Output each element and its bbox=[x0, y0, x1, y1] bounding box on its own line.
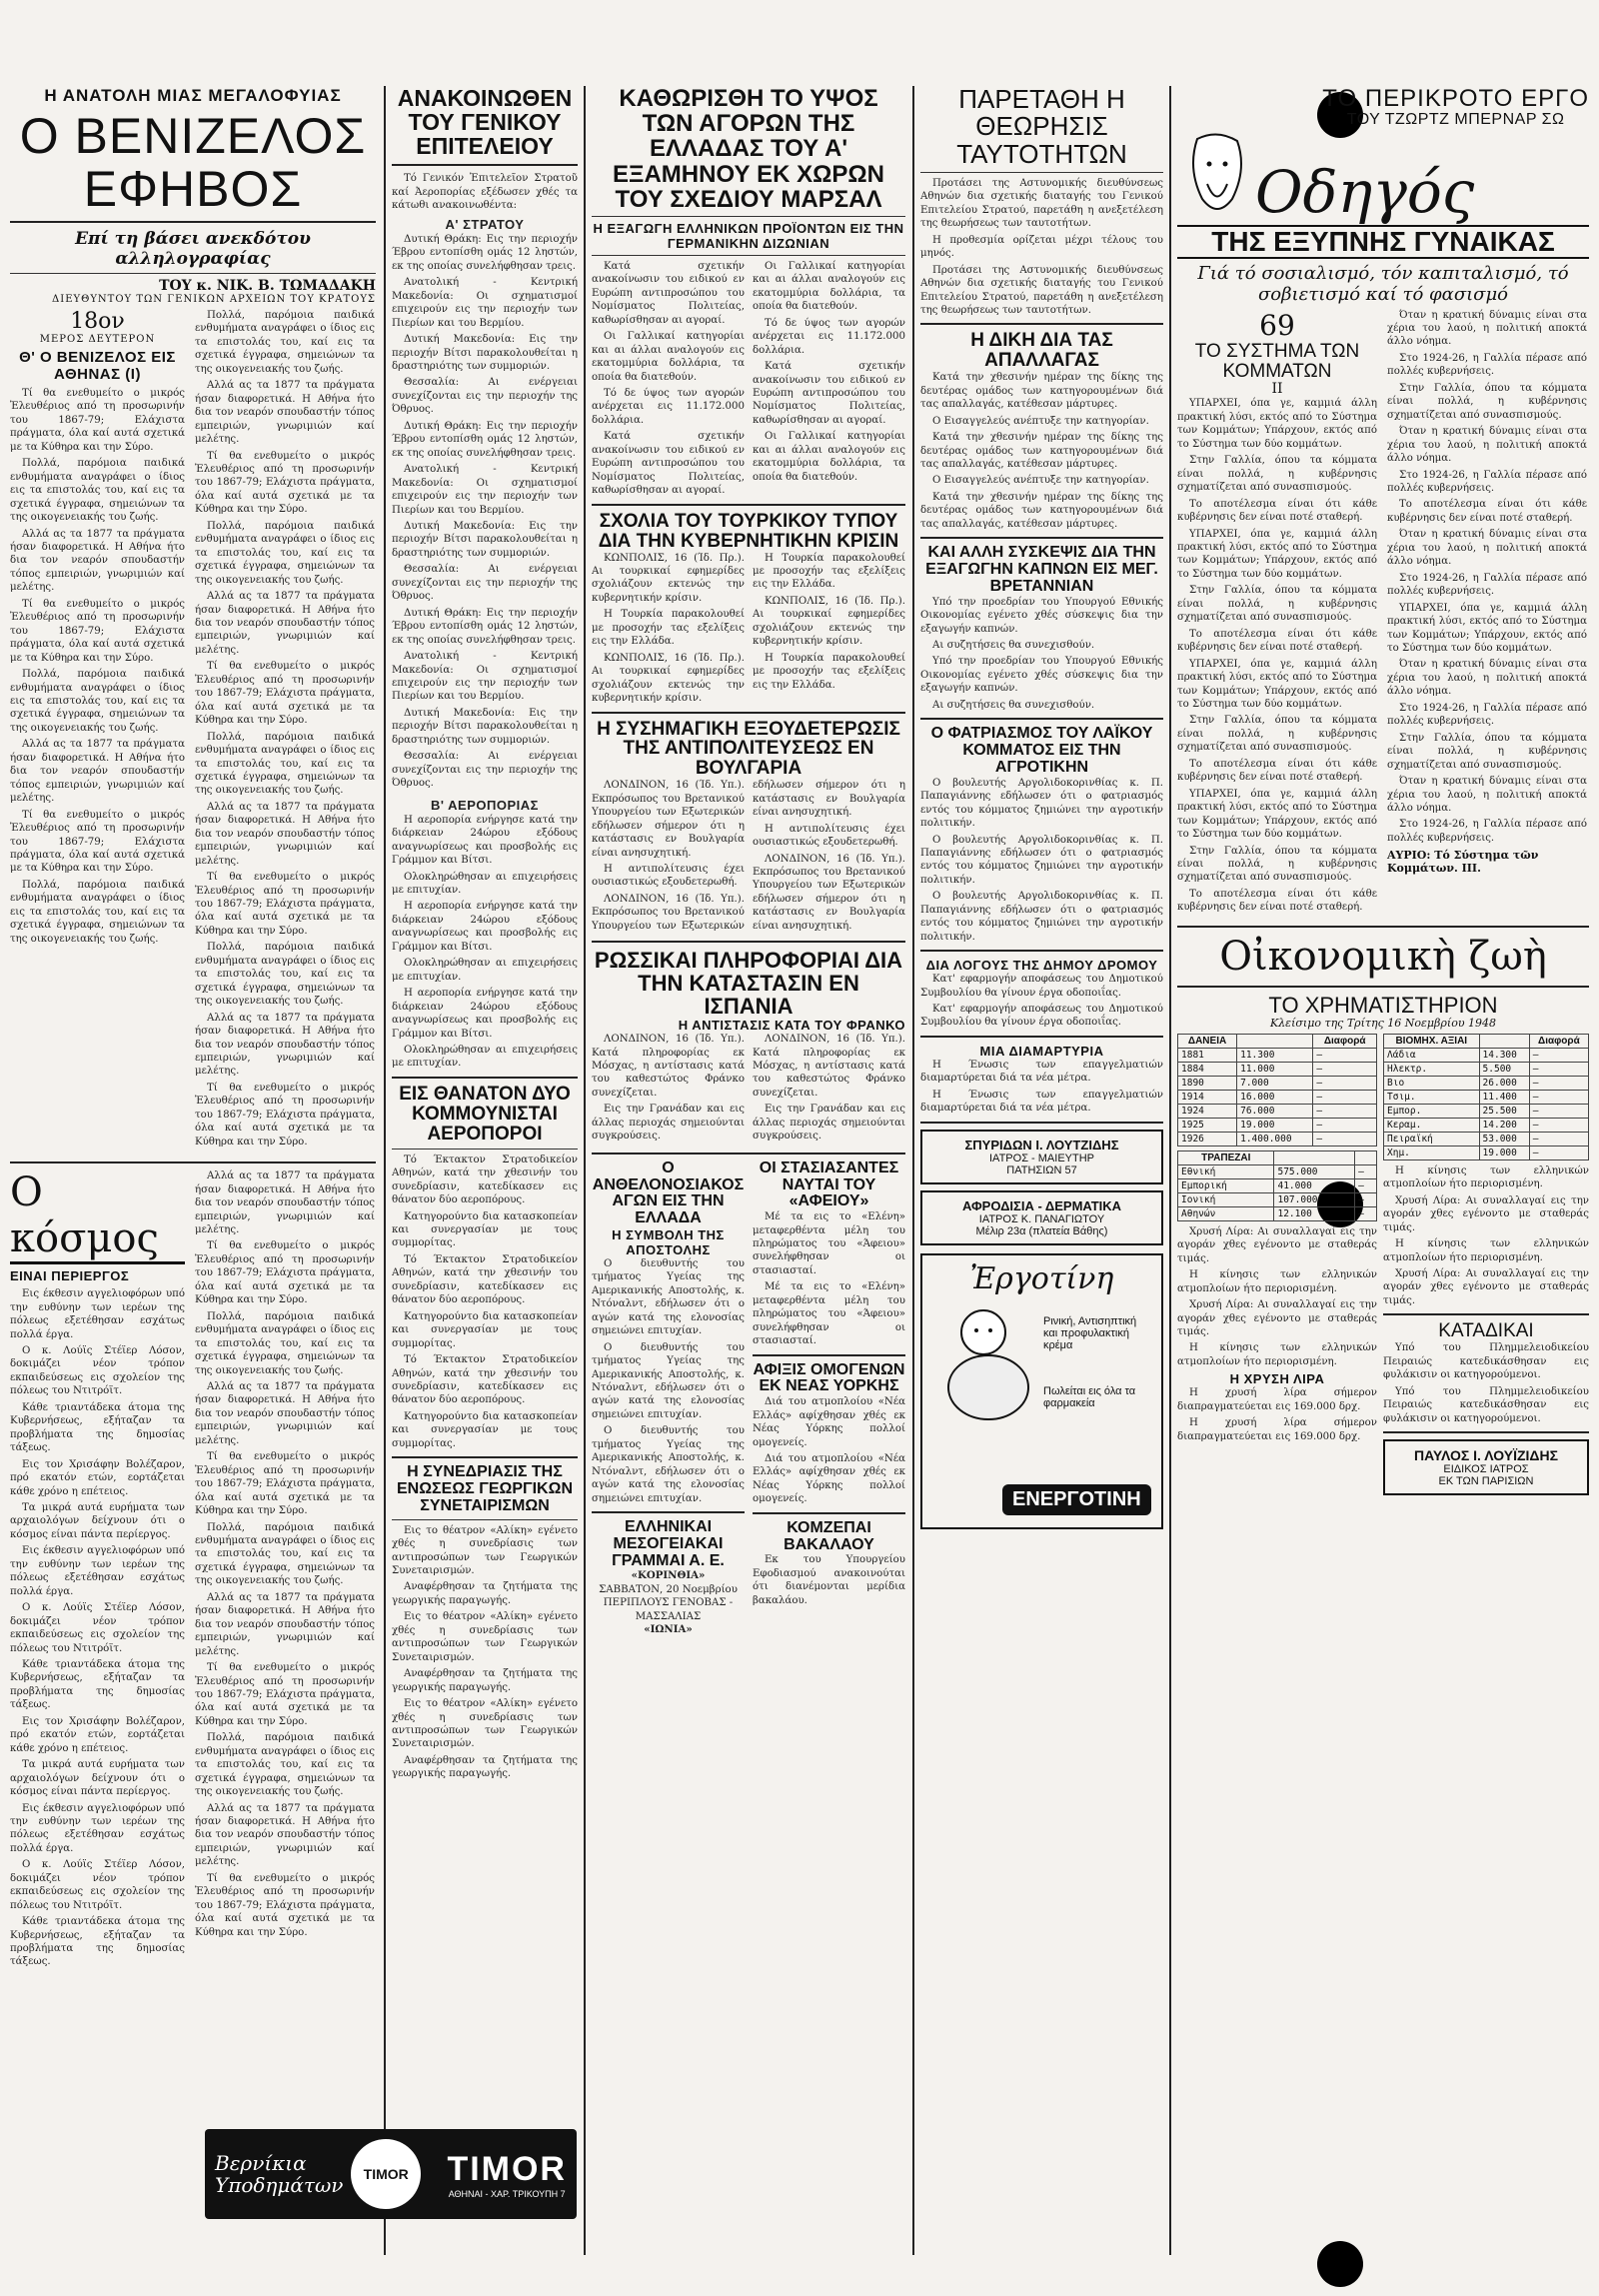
article-body: ΛΟΝΔΙΝΟΝ, 16 (Ίδ. Υπ.). Εκπρόσωπος του Βρετανικού Υπουργείου των Εξωτερικών εδήλωσεν σήμερον ότι η κατάστασις εν Βουλγαρία είναι ανησυχητική. Η αντιπολίτευσις έχει ουσιαστικώς εξουδετερωθή. ΛΟΝΔΙΝΟΝ, 16 (Ίδ. Υπ.). Εκπρόσωπος του Βρετανικού Υπουργείου των Εξωτερικών εδήλωσεν σήμερον ότι η κατάστασις εν Βουλγαρία είναι ανησυχητική. Η αντιπολίτευσις έχει ουσιαστικώς εξουδετερωθή. ΛΟΝΔΙΝΟΝ, 16 (Ίδ. Υπ.). Εκπρόσωπος του Βρετανικού Υπουργείου των Εξωτερικών εδήλωσεν σήμερον ότι η κατάστασις εν Βουλγαρία είναι ανησυχητική. bbox=[592, 780, 905, 932]
headline: Η ΣΥΣΗΜΑΓΙΚΗ ΕΞΟΥΔΕΤΕΡΩΣΙΣ ΤΗΣ ΑΝΤΙΠΟΛΙΤΕΥΣΕΩΣ ΕΝ ΒΟΥΛΓΑΡΙΑ bbox=[597, 718, 900, 780]
headline: ΚΑΘΩΡΙΣΘΗ ΤΟ ΥΨΟΣ ΤΩΝ ΑΓΟΡΩΝ ΤΗΣ ΕΛΛΑΔΑΣ ΤΟΥ Α' ΕΞΑΜΗΝΟΥ ΕΚ ΧΩΡΩΝ ΤΟΥ ΣΧΕΔΙΟΥ ΜΑΡΣΑΛ bbox=[613, 86, 884, 213]
kicker: Η ΑΝΑΤΟΛΗ ΜΙΑΣ ΜΕΓΑΛΟΦΥΙΑΣ bbox=[44, 86, 342, 105]
column-2 bbox=[392, 86, 578, 2145]
article-body: Εκ του Υπουργείου Εφοδιασμού ανακοινούται ότι διανέμονται μερίδια βακαλάου. bbox=[753, 1554, 905, 1606]
article-body: Τό Έκτακτον Στρατοδικείον Αθηνών, κατά την χθεσινήν του συνεδρίασιν, κατεδίκασεν εις θάνατον δύο αεροπόρους. Κατηγορούντο δια κατασκοπείαν και συνεργασίαν με τους συμμορίτας. Τό Έκτακτον Στρατοδικείον Αθηνών, κατά την χθεσινήν του συνεδρίασιν, κατεδίκασεν εις θάνατον δύο αεροπόρους. Κατηγορούντο δια κατασκοπείαν και συνεργασίαν με τους συμμορίτας. Τό Έκτακτον Στρατοδικείον Αθηνών, κατά την χθεσινήν του συνεδρίασιν, κατεδίκασεν εις θάνατον δύο αεροπόρους. Κατηγορούντο δια κατασκοπείαν και συνεργασίαν με τους συμμορίτας. bbox=[392, 1153, 578, 1449]
section-title: ΤΟ ΣΥΣΤΗΜΑ ΤΩΝ ΚΟΜΜΑΤΩΝ bbox=[1194, 340, 1360, 382]
article-body: Ο βουλευτής Αργολιδοκορινθίας κ. Π. Παπαγιάννης εδήλωσεν ότι ο φατριασμός εντός του κόμματος ζημιώνει την αγροτικήν πολιτικήν. Ο βουλευτής Αργολιδοκορινθίας κ. Π. Παπαγιάννης εδήλωσεν ότι ο φατριασμός εντός του κόμματος ζημιώνει την αγροτικήν πολιτικήν. Ο βουλευτής Αργολιδοκορινθίας κ. Π. Παπαγιάννης εδήλωσεν ότι ο φατριασμός εντός του κόμματος ζημιώνει την αγροτικήν πολιτικήν. bbox=[920, 777, 1163, 943]
article-body: Ο διευθυντής του τμήματος Υγείας της Αμερικανικής Αποστολής, κ. Ντόναλντ, εδήλωσεν ότι ο αγών κατά της ελονοσίας σημειώνει επιτυχίαν. Ο διευθυντής του τμήματος Υγείας της Αμερικανικής Αποστολής, κ. Ντόναλντ, εδήλωσεν ότι ο αγών κατά της ελονοσίας σημειώνει επιτυχίαν. Ο διευθυντής του τμήματος Υγείας της Αμερικανικής Αποστολής, κ. Ντόναλντ, εδήλωσεν ότι ο αγών κατά της ελονοσίας σημειώνει επιτυχίαν. bbox=[592, 1257, 745, 1504]
shipping-schedule: «ΚΟΡΙΝΘΙΑ» ΣΑΒΒΑΤΟΝ, 20 Νοεμβρίου ΠΕΡΙΠΛΟΥΣ ΓΕΝΟΒΑΣ - ΜΑΣΣΑΛΙΑΣ «ΙΩΝΙΑ» bbox=[599, 1569, 738, 1636]
doctor-ad: ΠΑΥΛΟΣ Ι. ΛΟΥΪΖΙΔΗΣ ΕΙΔΙΚΟΣ ΙΑΤΡΟΣ ΕΚ ΤΩΝ ΠΑΡΙΣΙΩΝ bbox=[1383, 1439, 1589, 1495]
katadikai-title: ΚΑΤΑΔΙΚΑΙ bbox=[1438, 1320, 1534, 1342]
headline: ΣΧΟΛΙΑ ΤΟΥ ΤΟΥΡΚΙΚΟΥ ΤΥΠΟΥ ΔΙΑ ΤΗΝ ΚΥΒΕΡΝΗΤΙΚΗΝ ΚΡΙΣΙΝ bbox=[598, 510, 899, 552]
headline: Ο ΑΝΘΕΛΟΝΟΣΙΑΚΟΣ ΑΓΩΝ ΕΙΣ ΤΗΝ ΕΛΛΑΔΑ bbox=[592, 1158, 745, 1227]
article-body: Εις το θέατρον «Αλίκη» εγένετο χθές η συνεδρίασις των αντιπροσώπων των Γεωργικών Συνεταιρισμών. Αναφέρθησαν τα ζητήματα της γεωργικής παραγωγής. Εις το θέατρον «Αλίκη» εγένετο χθές η συνεδρίασις των αντιπροσώπων των Γεωργικών Συνεταιρισμών. Αναφέρθησαν τα ζητήματα της γεωργικής παραγωγής. Εις το θέατρον «Αλίκη» εγένετο χθές η συνεδρίασις των αντιπροσώπων των Γεωργικών Συνεταιρισμών. Αναφέρθησαν τα ζητήματα της γεωργικής παραγωγής. bbox=[392, 1524, 578, 1780]
article-body: Προτάσει της Αστυνομικής διευθύνσεως Αθηνών δια σχετικής διαταγής του Γενικού Επιτελείου Στρατού, παρετάθη η ανεξετέλεση της θεωρήσεως των ταυτοτήτων. Η προθεσμία ορίζεται μέχρι τέλους του μηνός. Προτάσει της Αστυνομικής διευθύνσεως Αθηνών δια σχετικής διαταγής του Γενικού Επιτελείου Στρατού, παρετάθη η ανεξετέλεση της θεωρήσεως των ταυτοτήτων. bbox=[920, 177, 1163, 316]
headline: Ο ΦΑΤΡΙΑΣΜΟΣ ΤΟΥ ΛΑΪΚΟΥ ΚΟΜΜΑΤΟΣ ΕΙΣ ΤΗΝ ΑΓΡΟΤΙΚΗΝ bbox=[930, 725, 1153, 776]
column-rule bbox=[1169, 86, 1171, 2255]
article-body: ΛΟΝΔΙΝΟΝ, 16 (Ίδ. Υπ.). Κατά πληροφορίας εκ Μόσχας, η αντίστασις κατά του καθεστώτος Φράνκο συνεχίζεται. Εις την Γρανάδαν και εις άλλας περιοχάς σημειούνται συγκρούσεις. ΛΟΝΔΙΝΟΝ, 16 (Ίδ. Υπ.). Κατά πληροφορίας εκ Μόσχας, η αντίστασις κατά του καθεστώτος Φράνκο συνεχίζεται. Εις την Γρανάδαν και εις άλλας περιοχάς σημειούνται συγκρούσεις. bbox=[592, 1034, 905, 1143]
headline: Η ΣΥΝΕΔΡΙΑΣΙΣ ΤΗΣ ΕΝΩΣΕΩΣ ΓΕΩΡΓΙΚΩΝ ΣΥΝΕΤΑΙΡΙΣΜΩΝ bbox=[397, 1463, 573, 1514]
timor-ad: Βερνίκια Υποδημάτων TIMOR TIMOR ΑΘΗΝΑΙ - ΧΑΡ. ΤΡΙΚΟΥΠΗ 7 bbox=[205, 2129, 577, 2219]
article-body: Τί θα ενεθυμείτο ο μικρός Ἐλευθέριος από τη προσωρινήν του 1867-79; Ελάχιστα πράγματα, όλα καί αυτά σχετικά με τα Κύθηρα και την Σύρο. Πολλά, παρόμοια παιδικά ενθυμήματα αναγράφει ο ίδιος εις τα επιστολάς του, καί εις τα σχετικά έγγραφα, σημειώνων τα της οικογενειακής του ζωής. Αλλά ας τα 1877 τα πράγματα ήσαν διαφορετικά. Η Αθήνα ήτο δια τον νεαρόν σπουδαστήν τόπος εμπειριών, γνωριμιών καί μελέτης. Τί θα ενεθυμείτο ο μικρός Ἐλευθέριος από τη προσωρινήν του 1867-79; Ελάχιστα πράγματα, όλα καί αυτά σχετικά με τα Κύθηρα και την Σύρο. Πολλά, παρόμοια παιδικά ενθυμήματα αναγράφει ο ίδιος εις τα επιστολάς του, καί εις τα σχετικά έγγραφα, σημειώνων τα της οικογενειακής του ζωής. Αλλά ας τα 1877 τα πράγματα ήσαν διαφορετικά. Η Αθήνα ήτο δια τον νεαρόν σπουδαστήν τόπος εμπειριών, γνωριμιών καί μελέτης. Τί θα ενεθυμείτο ο μικρός Ἐλευθέριος από τη προσωρινήν του 1867-79; Ελάχιστα πράγματα, όλα καί αυτά σχετικά με τα Κύθηρα και την Σύρο. Πολλά, παρόμοια παιδικά ενθυμήματα αναγράφει ο ίδιος εις τα επιστολάς του, καί εις τα σχετικά έγγραφα, σημειώνων τα της οικογενειακής του ζωής. bbox=[10, 388, 185, 945]
child-figure-icon bbox=[938, 1302, 1048, 1422]
headline: ΔΙΑ ΛΟΓΟΥΣ ΤΗΣ ΔΗΜΟΥ ΔΡΟΜΟΥ bbox=[925, 958, 1158, 974]
article-body: Κατά την χθεσινήν ημέραν της δίκης της δευτέρας ομάδος των κατηγορουμένων διά τας απαλλαγάς, κατέθεσαν μάρτυρες. Ο Εισαγγελεύς ανέπτυξε την κατηγορίαν. Κατά την χθεσινήν ημέραν της δίκης της δευτέρας ομάδος των κατηγορουμένων διά τας απαλλαγάς, κατέθεσαν μάρτυρες. Ο Εισαγγελεύς ανέπτυξε την κατηγορίαν. Κατά την χθεσινήν ημέραν της δίκης της δευτέρας ομάδος των κατηγορουμένων διά τας απαλλαγάς, κατέθεσαν μάρτυρες. bbox=[920, 372, 1163, 530]
byline: ΤΟΥ κ. ΝΙΚ. Β. ΤΩΜΑΔΑΚΗ bbox=[159, 278, 376, 294]
economy-section-title: Οἰκονομικὴ ζωὴ bbox=[1219, 933, 1547, 980]
article-title: Ο ΒΕΝΙΖΕΛΟΣ ΕΦΗΒΟΣ bbox=[19, 108, 367, 217]
headline: Η ΔΙΚΗ ΔΙΑ ΤΑΣ ΑΠΑΛΛΑΓΑΣ bbox=[970, 330, 1113, 372]
headline: ΚΟΜΖΕΠΑΙ ΒΑΚΑΛΑΟΥ bbox=[784, 1518, 874, 1553]
article-body-continued: Όταν η κρατική δύναμις είναι στα χέρια του λαού, η πολιτική αποκτά άλλο νόημα. Στο 1924-26, η Γαλλία πέρασε από πολλές κυβερνήσεις. Στην Γαλλία, όπου τα κόμματα είναι πολλά, η κυβέρνησις σχηματίζεται από συνασπισμούς. Όταν η κρατική δύναμις είναι στα χέρια του λαού, η πολιτική αποκτά άλλο νόημα. Στο 1924-26, η Γαλλία πέρασε από πολλές κυβερνήσεις. Το αποτέλεσμα είναι ότι κάθε κυβέρνησις δεν είναι ποτέ σταθερή. Όταν η κρατική δύναμις είναι στα χέρια του λαού, η πολιτική αποκτά άλλο νόημα. Στο 1924-26, η Γαλλία πέρασε από πολλές κυβερνήσεις. ΥΠΑΡΧΕΙ, όπα γε, καμμιά άλλη πρακτική λύσι, εκτός από το Σύστημα των Κομμάτων; Υπάρχουν, εκτός από το Σύστημα των δύο κομμάτων. Όταν η κρατική δύναμις είναι στα χέρια του λαού, η πολιτική αποκτά άλλο νόημα. Στο 1924-26, η Γαλλία πέρασε από πολλές κυβερνήσεις. Στην Γαλλία, όπου τα κόμματα είναι πολλά, η κυβέρνησις σχηματίζεται από συνασπισμούς. Όταν η κρατική δύναμις είναι στα χέρια του λαού, η πολιτική αποκτά άλλο νόημα. Στο 1924-26, η Γαλλία πέρασε από πολλές κυβερνήσεις. bbox=[1387, 309, 1587, 844]
exchange-notes: Η κίνησις των ελληνικών ατμοπλοίων ήτο περιορισμένη. Χρυσή Λίρα: Αι συναλλαγαί εις την αγοράν χθες εγένοντο με σταθεράς τιμάς. Η κίνησις των ελληνικών ατμοπλοίων ήτο περιορισμένη. Χρυσή Λίρα: Αι συναλλαγαί εις την αγοράν χθες εγένοντο με σταθεράς τιμάς. bbox=[1383, 1164, 1589, 1306]
column-rule bbox=[384, 86, 386, 2255]
headline: ΡΩΣΣΙΚΑΙ ΠΛΗΡΟΦΟΡΙΑΙ ΔΙΑ ΤΗΝ ΚΑΤΑΣΤΑΣΙΝ ΕΝ ΙΣΠΑΝΙΑ bbox=[594, 947, 903, 1019]
headline: ΕΙΣ ΘΑΝΑΤΟΝ ΔΥΟ ΚΟΜΜΟΥΝΙΣΤΑΙ ΑΕΡΟΠΟΡΟΙ bbox=[399, 1083, 571, 1145]
byline-role: ΔΙΕΥΘΥΝΤΟΥ ΤΩΝ ΓΕΝΙΚΩΝ ΑΡΧΕΙΩΝ ΤΟΥ ΚΡΑΤΟΥΣ bbox=[52, 294, 376, 305]
timor-tin-icon: TIMOR bbox=[351, 2139, 421, 2209]
section-title: Θ' Ο ΒΕΝΙΖΕΛΟΣ ΕΙΣ ΑΘΗΝΑΣ (I) bbox=[19, 349, 176, 383]
katadikai-body: Υπό του Πλημμελειοδικείου Πειραιώς κατεδικάσθησαν εις φυλάκισιν οι κατηγορούμενοι. Υπό του Πλημμελειοδικείου Πειραιώς κατεδικάσθησαν εις φυλάκισιν οι κατηγορούμενοι. bbox=[1383, 1342, 1589, 1424]
column-5 bbox=[1177, 86, 1589, 2275]
headline: ΑΦΙΞΙΣ ΟΜΟΓΕΝΩΝ ΕΚ ΝΕΑΣ ΥΟΡΚΗΣ bbox=[753, 1360, 905, 1395]
exchange-date: Κλείσιμο της Τρίτης 16 Νοεμβρίου 1948 bbox=[1269, 1016, 1496, 1030]
column-1 bbox=[10, 86, 376, 2275]
article-body-continued: Αλλά ας τα 1877 τα πράγματα ήσαν διαφορετικά. Η Αθήνα ήτο δια τον νεαρόν σπουδαστήν τόπος εμπειριών, γνωριμιών καί μελέτης. Τί θα ενεθυμείτο ο μικρός Ἐλευθέριος από τη προσωρινήν του 1867-79; Ελάχιστα πράγματα, όλα καί αυτά σχετικά με τα Κύθηρα και την Σύρο. Πολλά, παρόμοια παιδικά ενθυμήματα αναγράφει ο ίδιος εις τα επιστολάς του, καί εις τα σχετικά έγγραφα, σημειώνων τα της οικογενειακής του ζωής. Αλλά ας τα 1877 τα πράγματα ήσαν διαφορετικά. Η Αθήνα ήτο δια τον νεαρόν σπουδαστήν τόπος εμπειριών, γνωριμιών καί μελέτης. Τί θα ενεθυμείτο ο μικρός Ἐλευθέριος από τη προσωρινήν του 1867-79; Ελάχιστα πράγματα, όλα καί αυτά σχετικά με τα Κύθηρα και την Σύρο. Πολλά, παρόμοια παιδικά ενθυμήματα αναγράφει ο ίδιος εις τα επιστολάς του, καί εις τα σχετικά έγγραφα, σημειώνων τα της οικογενειακής του ζωής. Αλλά ας τα 1877 τα πράγματα ήσαν διαφορετικά. Η Αθήνα ήτο δια τον νεαρόν σπουδαστήν τόπος εμπειριών, γνωριμιών καί μελέτης. Τί θα ενεθυμείτο ο μικρός Ἐλευθέριος από τη προσωρινήν του 1867-79; Ελάχιστα πράγματα, όλα καί αυτά σχετικά με τα Κύθηρα και την Σύρο. Πολλά, παρόμοια παιδικά ενθυμήματα αναγράφει ο ίδιος εις τα επιστολάς του, καί εις τα σχετικά έγγραφα, σημειώνων τα της οικογενειακής του ζωής. Αλλά ας τα 1877 τα πράγματα ήσαν διαφορετικά. Η Αθήνα ήτο δια τον νεαρόν σπουδαστήν τόπος εμπειριών, γνωριμιών καί μελέτης. Τί θα ενεθυμείτο ο μικρός Ἐλευθέριος από τη προσωρινήν του 1867-79; Ελάχιστα πράγματα, όλα καί αυτά σχετικά με τα Κύθηρα και την Σύρο. bbox=[195, 1170, 375, 1938]
headline: ΑΝΑΚΟΙΝΩΘΕΝ ΤΟΥ ΓΕΝΙΚΟΥ ΕΠΙΤΕΛΕΙΟΥ bbox=[397, 86, 573, 160]
article-body: Κατά σχετικήν ανακοίνωσιν του ειδικού εν Ευρώπη αντιπροσώπου του Νομίσματος Πολιτείας, καθωρίσθησαν αι αγοραί. Οι Γαλλικαί κατηγορίαι και αι άλλαι αναλογούν εις εκατομμύρια δολλάρια, τα οποία θα διατεθούν. Τό δε ύψος των αγορών ανέρχεται εις 11.172.000 δολλάρια. Κατά σχετικήν ανακοίνωσιν του ειδικού εν Ευρώπη αντιπροσώπου του Νομίσματος Πολιτείας, καθωρίσθησαν αι αγοραί. Οι Γαλλικαί κατηγορίαι και αι άλλαι αναλογούν εις εκατομμύρια δολλάρια, τα οποία θα διατεθούν. Τό δε ύψος των αγορών ανέρχεται εις 11.172.000 δολλάρια. Κατά σχετικήν ανακοίνωσιν του ειδικού εν Ευρώπη αντιπροσώπου του Νομίσματος Πολιτείας, καθωρίσθησαν αι αγοραί. Οι Γαλλικαί κατηγορίαι και αι άλλαι αναλογούν εις εκατομμύρια δολλάρια, τα οποία θα διατεθούν. bbox=[592, 260, 905, 497]
gold-body: Η χρυσή λίρα σήμερον διαπραγματεύεται εις 169.000 δρχ. Η χρυσή λίρα σήμερον διαπραγματεύεται εις 169.000 δρχ. bbox=[1177, 1387, 1377, 1442]
article-body: Τό Γενικόν Ἐπιτελεῖον Στρατοῦ καί Ἀεροπορίας εξέδωσεν χθές τα κάτωθι ανακοινωθέντα: Α' ΣΤΡΑΤΟΥ Δυτική Θράκη: Εις την περιοχήν Έβρου εντοπίσθη ομάς 12 ληστών, εκ της οποίας συνελήφθησαν τρεις. Ανατολική - Κεντρική Μακεδονία: Οι σχηματισμοί επιχειρούν εις την περιοχήν των Πιερίων και του Βερμίου. Δυτική Μακεδονία: Εις την περιοχήν Βίτσι παρακολουθείται η δραστηριότης των συμμοριών. Θεσσαλία: Αι ενέργειαι συνεχίζονται εις την περιοχήν της Όθρυος. Δυτική Θράκη: Εις την περιοχήν Έβρου εντοπίσθη ομάς 12 ληστών, εκ της οποίας συνελήφθησαν τρεις. Ανατολική - Κεντρική Μακεδονία: Οι σχηματισμοί επιχειρούν εις την περιοχήν των Πιερίων και του Βερμίου. Δυτική Μακεδονία: Εις την περιοχήν Βίτσι παρακολουθείται η δραστηριότης των συμμοριών. Θεσσαλία: Αι ενέργειαι συνεχίζονται εις την περιοχήν της Όθρυος. Δυτική Θράκη: Εις την περιοχήν Έβρου εντοπίσθη ομάς 12 ληστών, εκ της οποίας συνελήφθησαν τρεις. Ανατολική - Κεντρική Μακεδονία: Οι σχηματισμοί επιχειρούν εις την περιοχήν των Πιερίων και του Βερμίου. Δυτική Μακεδονία: Εις την περιοχήν Βίτσι παρακολουθείται η δραστηριότης των συμμοριών. Θεσσαλία: Αι ενέργειαι συνεχίζονται εις την περιοχήν της Όθρυος. Β' ΑΕΡΟΠΟΡΙΑΣ Η αεροπορία ενήργησε κατά την διάρκειαν 24ώρου εξόδους αναγνωρίσεως και προσβολής εις Γράμμον και Βίτσι. Ολοκληρώθησαν αι επιχειρήσεις με επιτυχίαν. Η αεροπορία ενήργησε κατά την διάρκειαν 24ώρου εξόδους αναγνωρίσεως και προσβολής εις Γράμμον και Βίτσι. Ολοκληρώθησαν αι επιχειρήσεις με επιτυχίαν. Η αεροπορία ενήργησε κατά την διάρκειαν 24ώρου εξόδους αναγνωρίσεως και προσβολής εις Γράμμον και Βίτσι. Ολοκληρώθησαν αι επιχειρήσεις με επιτυχίαν. bbox=[392, 173, 578, 1070]
article-body: Διά του ατμοπλοίου «Νέα Ελλάς» αφίχθησαν χθές εκ Νέας Υόρκης πολλοί ομογενείς. Διά του ατμοπλοίου «Νέα Ελλάς» αφίχθησαν χθές εκ Νέας Υόρκης πολλοί ομογενείς. bbox=[753, 1396, 905, 1505]
part-label: ΜΕΡΟΣ ΔΕΥΤΕΡΟΝ bbox=[39, 334, 156, 345]
headline: ΚΑΙ ΑΛΛΗ ΣΥΣΚΕΨΙΣ ΔΙΑ ΤΗΝ ΕΞΑΓΩΓΗΝ ΚΑΠΝΩΝ ΕΙΣ ΜΕΓ. ΒΡΕΤΑΝΝΙΑΝ bbox=[925, 544, 1158, 595]
world-items: Εις έκθεσιν αγγελιοφόρων υπό την ευθύνην των ιερέων της πόλεως εξετέθησαν εσχάτως πολλά έργα. Ο κ. Λούϊς Στέϊερ Λόσον, δοκιμάζει νέον τρόπον εκπαιδεύσεως εις σχολείον της πόλεως του Ντιτρόϊτ. Κάθε τριαντάδεκα άτομα της Κυβερνήσεως, εξήταζαν τα προβλήματα της δημοσίας τάξεως. Εις τον Χρισάφην Βολέζαρον, πρό εκατόν ετών, εορτάζεται κάθε χρόνο η επέτειος. Τα μικρά αυτά ευρήματα των αρχαιολόγων δείχνουν ότι ο κόσμος είναι πάντα περίεργος. Εις έκθεσιν αγγελιοφόρων υπό την ευθύνην των ιερέων της πόλεως εξετέθησαν εσχάτως πολλά έργα. Ο κ. Λούϊς Στέϊερ Λόσον, δοκιμάζει νέον τρόπον εκπαιδεύσεως εις σχολείον της πόλεως του Ντιτρόϊτ. Κάθε τριαντάδεκα άτομα της Κυβερνήσεως, εξήταζαν τα προβλήματα της δημοσίας τάξεως. Εις τον Χρισάφην Βολέζαρον, πρό εκατόν ετών, εορτάζεται κάθε χρόνο η επέτειος. Τα μικρά αυτά ευρήματα των αρχαιολόγων δείχνουν ότι ο κόσμος είναι πάντα περίεργος. Εις έκθεσιν αγγελιοφόρων υπό την ευθύνην των ιερέων της πόλεως εξετέθησαν εσχάτως πολλά έργα. Ο κ. Λούϊς Στέϊερ Λόσον, δοκιμάζει νέον τρόπον εκπαιδεύσεως εις σχολείον της πόλεως του Ντιτρόϊτ. Κάθε τριαντάδεκα άτομα της Κυβερνήσεως, εξήταζαν τα προβλήματα της δημοσίας τάξεως. bbox=[10, 1288, 185, 1968]
series-author: ΤΟΥ ΤΖΩΡΤΖ ΜΠΕΡΝΑΡ ΣΩ bbox=[1346, 111, 1565, 129]
doctor-ad: ΣΠΥΡΙΔΩΝ Ι. ΛΟΥΤΖΙΔΗΣ ΙΑΤΡΟΣ - ΜΑΙΕΥΤΗΡ ΠΑΤΗΣΙΩΝ 57 bbox=[920, 1130, 1163, 1184]
headline: ΕΛΛΗΝΙΚΑΙ ΜΕΣΟΓΕΙΑΚΑΙ ΓΡΑΜΜΑΙ Α. Ε. bbox=[612, 1518, 725, 1569]
section-roman: ΙΙ bbox=[1271, 381, 1283, 398]
article-body: Μέ τα εις το «Ελένη» μεταφερθέντα μέλη του πληρώματος του «Άφειου» συνελήφθησαν οι στασιασταί. Μέ τα εις το «Ελένη» μεταφερθέντα μέλη του πληρώματος του «Άφειου» συνελήφθησαν οι στασιασταί. bbox=[753, 1211, 905, 1347]
article-body: ΚΩΝΠΟΛΙΣ, 16 (Ίδ. Πρ.). Αι τουρκικαί εφημερίδες σχολιάζουν εκτενώς την κυβερνητικήν κρίσιν. Η Τουρκία παρακολουθεί με προσοχήν τας εξελίξεις εις την Ελλάδα. ΚΩΝΠΟΛΙΣ, 16 (Ίδ. Πρ.). Αι τουρκικαί εφημερίδες σχολιάζουν εκτενώς την κυβερνητικήν κρίσιν. Η Τουρκία παρακολουθεί με προσοχήν τας εξελίξεις εις την Ελλάδα. ΚΩΝΠΟΛΙΣ, 16 (Ίδ. Πρ.). Αι τουρκικαί εφημερίδες σχολιάζουν εκτενώς την κυβερνητικήν κρίσιν. Η Τουρκία παρακολουθεί με προσοχήν τας εξελίξεις εις την Ελλάδα. bbox=[592, 552, 905, 705]
exchange-title: ΤΟ ΧΡΗΜΑΤΙΣΤΗΡΙΟΝ bbox=[1268, 992, 1498, 1018]
article-body: Υπό την προεδρίαν του Υπουργού Εθνικής Οικονομίας εγένετο χθές σύσκεψις δια την εξαγωγήν καπνών. Αι συζητήσεις θα συνεχισθούν. Υπό την προεδρίαν του Υπουργού Εθνικής Οικονομίας εγένετο χθές σύσκεψις δια την εξαγωγήν καπνών. Αι συζητήσεις θα συνεχισθούν. bbox=[920, 596, 1163, 711]
column-4 bbox=[920, 86, 1163, 2145]
part-number: 69 bbox=[1259, 308, 1295, 342]
author-caricature-icon bbox=[1177, 129, 1255, 221]
column-3 bbox=[592, 86, 905, 2145]
banks-table: ΤΡΑΠΕΖΑΙ Εθνική 575.000 — Εμπορική 41.000 — Ιονική 107.000 — Αθηνών 12.100 — bbox=[1177, 1150, 1377, 1221]
exchange-notes: Χρυσή Λίρα: Αι συναλλαγαί εις την αγοράν χθες εγένοντο με σταθεράς τιμάς. Η κίνησις των ελληνικών ατμοπλοίων ήτο περιορισμένη. Χρυσή Λίρα: Αι συναλλαγαί εις την αγοράν χθες εγένοντο με σταθεράς τιμάς. Η κίνησις των ελληνικών ατμοπλοίων ήτο περιορισμένη. bbox=[1177, 1225, 1377, 1367]
headline: ΠΑΡΕΤΑΘΗ Η ΘΕΩΡΗΣΙΣ ΤΑΥΤΟΤΗΤΩΝ bbox=[956, 86, 1127, 169]
subheadline: Η ΕΞΑΓΩΓΗ ΕΛΛΗΝΙΚΩΝ ΠΡΟΪΟΝΤΩΝ ΕΙΣ ΤΗΝ ΓΕΡΜΑΝΙΚΗΝ ΔΙΖΩΝΙΑΝ bbox=[593, 220, 904, 251]
subheadline: Η ΣΥΜΒΟΛΗ ΤΗΣ ΑΠΟΣΤΟΛΗΣ bbox=[612, 1226, 725, 1257]
world-section-subtitle: ΕΙΝΑΙ ΠΕΡΙΕΡΓΟΣ bbox=[10, 1268, 130, 1284]
series-title: ΤΟ ΠΕΡΙΚΡΟΤΟ ΕΡΓΟ bbox=[1322, 86, 1589, 112]
industrial-table: ΒΙΟΜΗΧ. ΑΞΙΑΙ Διαφορά Λάδια 14.300 — Ηλεκτρ. 5.500 — Βιο 26.000 — Τσιμ. 11.400 — Εμπορ. 25.500 — Κεραμ. 14.200 — Πειραϊκή 53.000 — Χημ. 19.000 — bbox=[1383, 1034, 1589, 1160]
next-installment: ΑΥΡΙΟ: Τό Σύστημα τῶν Κομμάτων. ΙΙΙ. bbox=[1387, 849, 1539, 876]
bonds-table: ΔΑΝΕΙΑ Διαφορά 1881 11.300 — 1884 11.000 — 1890 7.000 — 1914 16.000 — 1924 76.000 — 1925 19.000 — 1926 1.400.000 — bbox=[1177, 1034, 1377, 1147]
world-section-title: Ο κόσμος bbox=[10, 1169, 185, 1264]
article-body: Κατ' εφαρμογήν αποφάσεως του Δημοτικού Συμβουλίου θα γίνουν έργα οδοποιΐας. Κατ' εφαρμογήν αποφάσεως του Δημοτικού Συμβουλίου θα γίνουν έργα οδοποιΐας. bbox=[920, 974, 1163, 1029]
guide-tagline: Γιά τό σοσιαλισμό, τόν καπιταλισμό, τό σοβιετισμό καί τό φασισμό bbox=[1197, 262, 1569, 305]
article-body-continued: Πολλά, παρόμοια παιδικά ενθυμήματα αναγράφει ο ίδιος εις τα επιστολάς του, καί εις τα σχετικά έγγραφα, σημειώνων τα της οικογενειακής του ζωής. Αλλά ας τα 1877 τα πράγματα ήσαν διαφορετικά. Η Αθήνα ήτο δια τον νεαρόν σπουδαστήν τόπος εμπειριών, γνωριμιών καί μελέτης. Τί θα ενεθυμείτο ο μικρός Ἐλευθέριος από τη προσωρινήν του 1867-79; Ελάχιστα πράγματα, όλα καί αυτά σχετικά με τα Κύθηρα και την Σύρο. Πολλά, παρόμοια παιδικά ενθυμήματα αναγράφει ο ίδιος εις τα επιστολάς του, καί εις τα σχετικά έγγραφα, σημειώνων τα της οικογενειακής του ζωής. Αλλά ας τα 1877 τα πράγματα ήσαν διαφορετικά. Η Αθήνα ήτο δια τον νεαρόν σπουδαστήν τόπος εμπειριών, γνωριμιών καί μελέτης. Τί θα ενεθυμείτο ο μικρός Ἐλευθέριος από τη προσωρινήν του 1867-79; Ελάχιστα πράγματα, όλα καί αυτά σχετικά με τα Κύθηρα και την Σύρο. Πολλά, παρόμοια παιδικά ενθυμήματα αναγράφει ο ίδιος εις τα επιστολάς του, καί εις τα σχετικά έγγραφα, σημειώνων τα της οικογενειακής του ζωής. Αλλά ας τα 1877 τα πράγματα ήσαν διαφορετικά. Η Αθήνα ήτο δια τον νεαρόν σπουδαστήν τόπος εμπειριών, γνωριμιών καί μελέτης. Τί θα ενεθυμείτο ο μικρός Ἐλευθέριος από τη προσωρινήν του 1867-79; Ελάχιστα πράγματα, όλα καί αυτά σχετικά με τα Κύθηρα και την Σύρο. Πολλά, παρόμοια παιδικά ενθυμήματα αναγράφει ο ίδιος εις τα επιστολάς του, καί εις τα σχετικά έγγραφα, σημειώνων τα της οικογενειακής του ζωής. Αλλά ας τα 1877 τα πράγματα ήσαν διαφορετικά. Η Αθήνα ήτο δια τον νεαρόν σπουδαστήν τόπος εμπειριών, γνωριμιών καί μελέτης. Τί θα ενεθυμείτο ο μικρός Ἐλευθέριος από τη προσωρινήν του 1867-79; Ελάχιστα πράγματα, όλα καί αυτά σχετικά με τα Κύθηρα και την Σύρο. bbox=[195, 310, 375, 1148]
article-subtitle: Επί τη βάσει ανεκδότου αλληλογραφίας bbox=[75, 229, 311, 269]
column-rule bbox=[584, 86, 586, 2255]
gold-title: Η ΧΡΥΣΗ ΛΙΡΑ bbox=[1229, 1371, 1325, 1387]
column-rule bbox=[912, 86, 914, 2255]
headline: ΜΙΑ ΔΙΑΜΑΡΤΥΡΙΑ bbox=[979, 1043, 1104, 1059]
article-body: Η Ένωσις των επαγγελματιών διαμαρτύρεται διά τα νέα μέτρα. Η Ένωσις των επαγγελματιών διαμαρτύρεται διά τα νέα μέτρα. bbox=[920, 1059, 1163, 1115]
guide-subtitle: ΤΗΣ ΕΞΥΠΝΗΣ ΓΥΝΑΙΚΑΣ bbox=[1177, 225, 1589, 258]
guide-title: Οδηγός bbox=[1255, 158, 1475, 227]
article-body: ΥΠΑΡΧΕΙ, όπα γε, καμμιά άλλη πρακτική λύσι, εκτός από το Σύστημα των Κομμάτων; Υπάρχουν, εκτός από το Σύστημα των δύο κομμάτων. Στην Γαλλία, όπου τα κόμματα είναι πολλά, η κυβέρνησις σχηματίζεται από συνασπισμούς. Το αποτέλεσμα είναι ότι κάθε κυβέρνησις δεν είναι ποτέ σταθερή. ΥΠΑΡΧΕΙ, όπα γε, καμμιά άλλη πρακτική λύσι, εκτός από το Σύστημα των Κομμάτων; Υπάρχουν, εκτός από το Σύστημα των δύο κομμάτων. Στην Γαλλία, όπου τα κόμματα είναι πολλά, η κυβέρνησις σχηματίζεται από συνασπισμούς. Το αποτέλεσμα είναι ότι κάθε κυβέρνησις δεν είναι ποτέ σταθερή. ΥΠΑΡΧΕΙ, όπα γε, καμμιά άλλη πρακτική λύσι, εκτός από το Σύστημα των Κομμάτων; Υπάρχουν, εκτός από το Σύστημα των δύο κομμάτων. Στην Γαλλία, όπου τα κόμματα είναι πολλά, η κυβέρνησις σχηματίζεται από συνασπισμούς. Το αποτέλεσμα είναι ότι κάθε κυβέρνησις δεν είναι ποτέ σταθερή. ΥΠΑΡΧΕΙ, όπα γε, καμμιά άλλη πρακτική λύσι, εκτός από το Σύστημα των Κομμάτων; Υπάρχουν, εκτός από το Σύστημα των δύο κομμάτων. Στην Γαλλία, όπου τα κόμματα είναι πολλά, η κυβέρνησις σχηματίζεται από συνασπισμούς. Το αποτέλεσμα είναι ότι κάθε κυβέρνησις δεν είναι ποτέ σταθερή. bbox=[1177, 398, 1377, 914]
headline: ΟΙ ΣΤΑΣΙΑΣΑΝΤΕΣ ΝΑΥΤΑΙ ΤΟΥ «ΑΦΕΙΟΥ» bbox=[759, 1158, 899, 1210]
subheadline: Η ΑΝΤΙΣΤΑΣΙΣ ΚΑΤΑ ΤΟΥ ΦΡΑΝΚΟ bbox=[678, 1018, 905, 1034]
part-number: 18ον bbox=[70, 309, 125, 334]
doctor-ad: ΑΦΡΟΔΙΣΙΑ - ΔΕΡΜΑΤΙΚΑ ΙΑΤΡΟΣ Κ. ΠΑΝΑΓΙΩΤΟΥ Μέλιρ 23α (πλατεία Βάθης) bbox=[920, 1190, 1163, 1245]
ergotin-ad: Ἐργοτίνη Ρινική, Αντισηπτική και προφυλακτική κρέμα Πωλείται εις όλα τα φαρμακεία ΕΝΕΡΓΟΤΙΝΗ bbox=[920, 1253, 1163, 1529]
